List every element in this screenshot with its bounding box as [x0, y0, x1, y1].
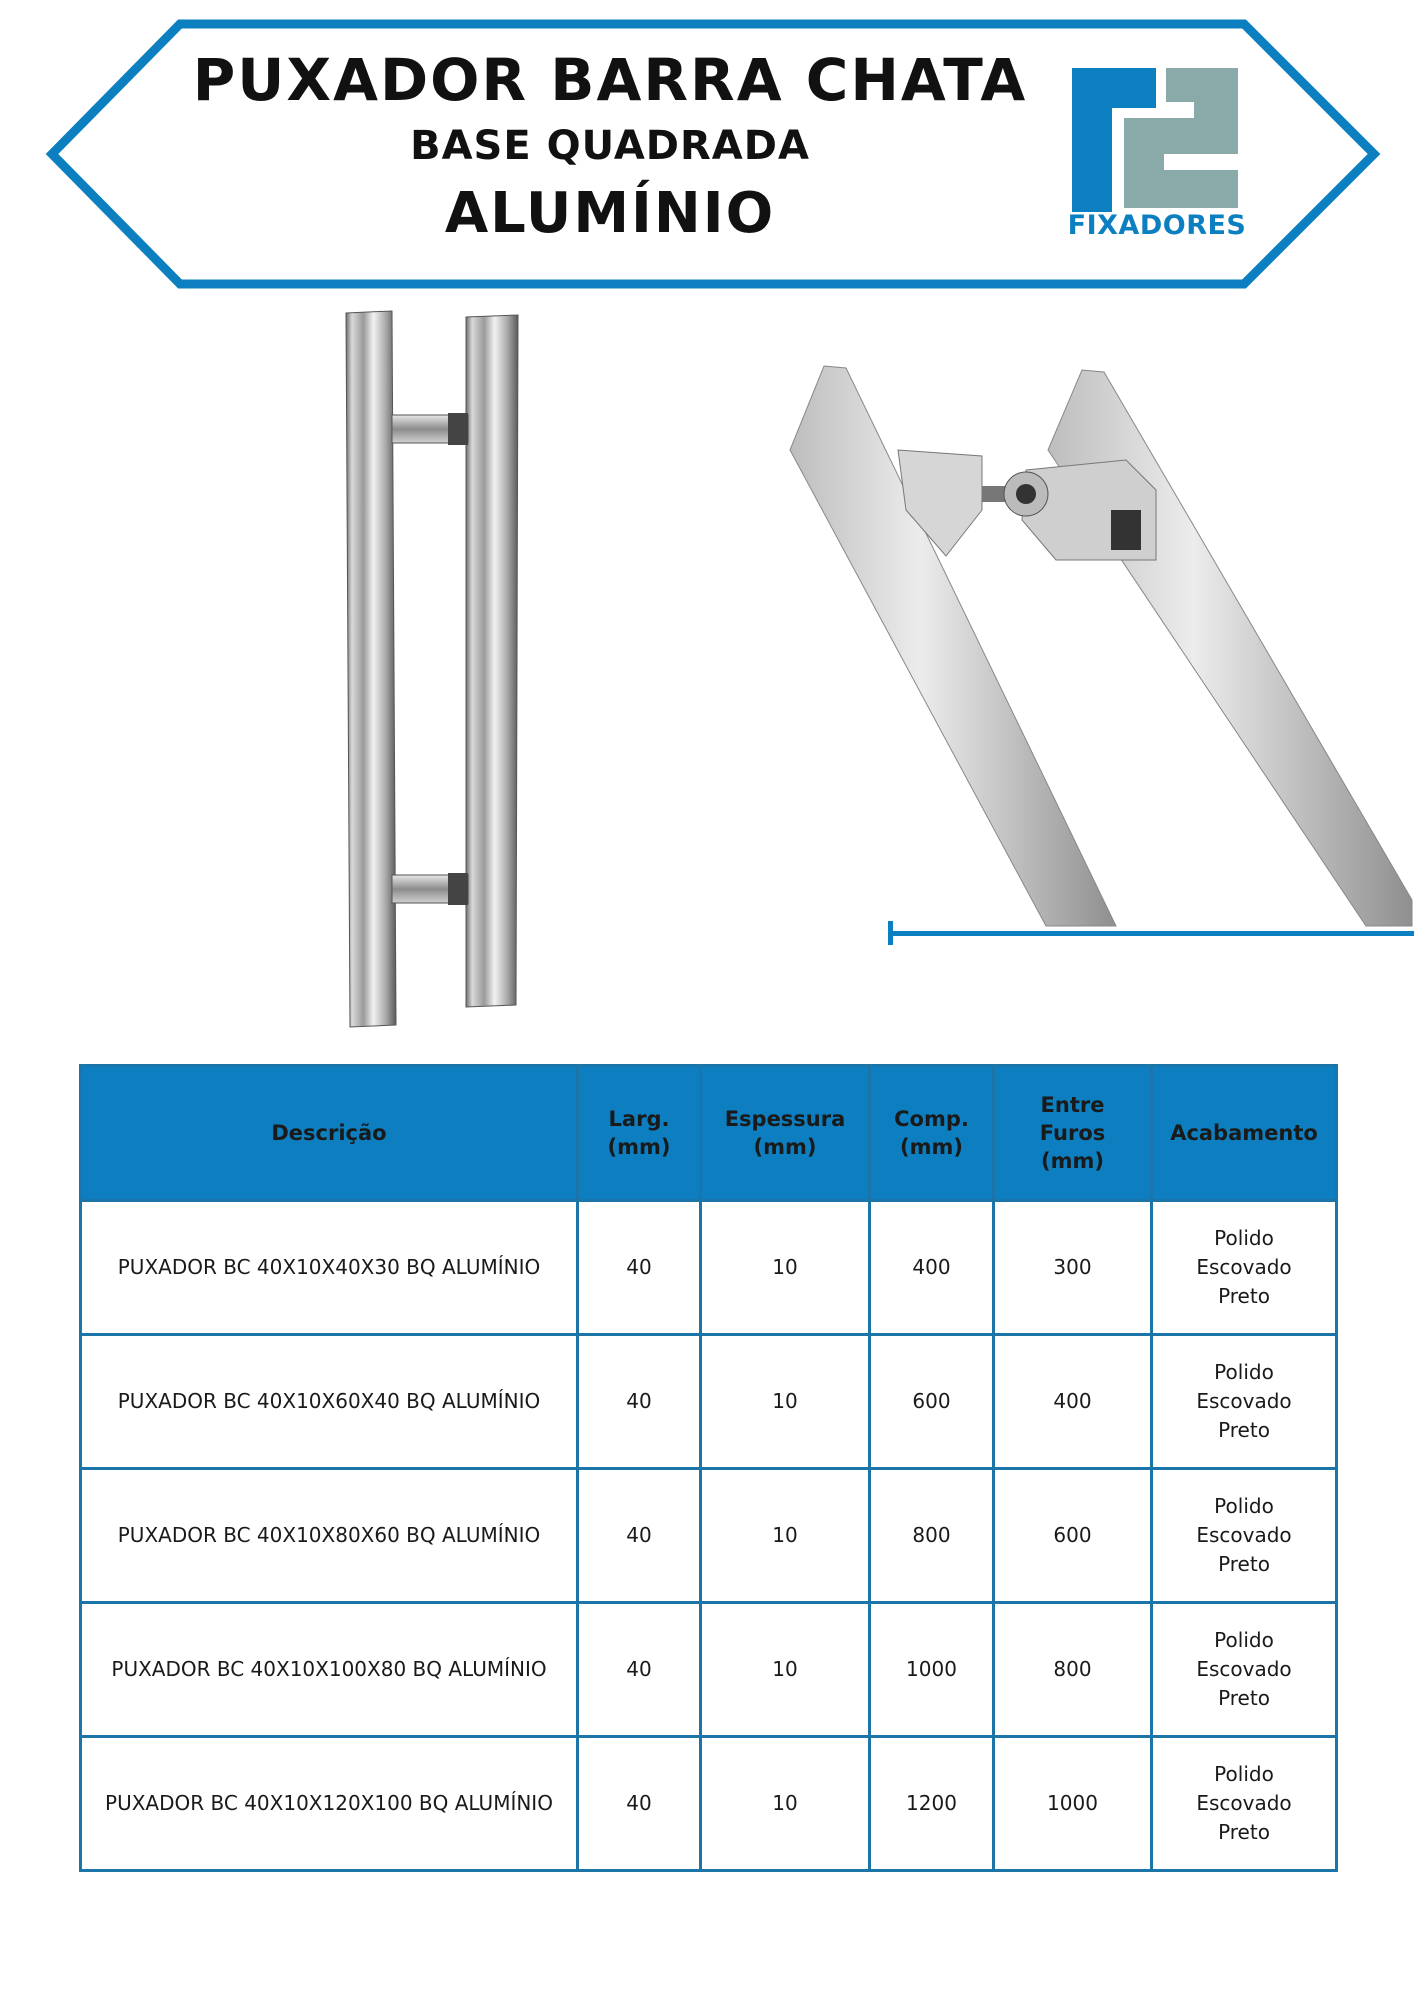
cell-acabamento: Polido Escovado Preto	[1152, 1603, 1337, 1737]
cell-espessura: 10	[701, 1603, 870, 1737]
cell-largura: 40	[578, 1737, 701, 1871]
column-header-espessura: Espessura (mm)	[701, 1066, 870, 1201]
cell-descricao: PUXADOR BC 40X10X100X80 BQ ALUMÍNIO	[81, 1603, 578, 1737]
table-row	[81, 1201, 1337, 1335]
table-row	[81, 1469, 1337, 1603]
column-header-acabamento: Acabamento	[1152, 1066, 1337, 1201]
cell-descricao: PUXADOR BC 40X10X120X100 BQ ALUMÍNIO	[81, 1737, 578, 1871]
product-angled-view-image	[786, 360, 1414, 960]
cell-largura: 40	[578, 1603, 701, 1737]
page-subtitle: BASE QUADRADA	[410, 123, 810, 169]
column-header-largura: Larg. (mm)	[578, 1066, 701, 1201]
cell-descricao: PUXADOR BC 40X10X60X40 BQ ALUMÍNIO	[81, 1335, 578, 1469]
title-block	[170, 44, 1050, 250]
cell-largura: 40	[578, 1335, 701, 1469]
cell-entre-furos: 300	[994, 1201, 1152, 1335]
cell-largura: 40	[578, 1469, 701, 1603]
cell-entre-furos: 400	[994, 1335, 1152, 1469]
cell-espessura: 10	[701, 1469, 870, 1603]
cell-descricao: PUXADOR BC 40X10X40X30 BQ ALUMÍNIO	[81, 1201, 578, 1335]
page-title: PUXADOR BARRA CHATA	[192, 46, 1028, 114]
material-title: ALUMÍNIO	[444, 181, 776, 246]
decorative-rule	[882, 918, 1414, 948]
table-row	[81, 1603, 1337, 1737]
cell-acabamento: Polido Escovado Preto	[1152, 1469, 1337, 1603]
cell-comprimento: 400	[870, 1201, 994, 1335]
spec-table	[79, 1064, 1338, 1872]
column-header-comprimento: Comp. (mm)	[870, 1066, 994, 1201]
cell-entre-furos: 1000	[994, 1737, 1152, 1871]
table-header-row	[81, 1066, 1337, 1201]
cell-espessura: 10	[701, 1201, 870, 1335]
cell-largura: 40	[578, 1201, 701, 1335]
product-front-view-image	[330, 305, 530, 1035]
brand-logo-text: FIXADORES	[1067, 210, 1247, 241]
column-header-entre-furos: Entre Furos (mm)	[994, 1066, 1152, 1201]
table-row	[81, 1335, 1337, 1469]
cell-comprimento: 1000	[870, 1603, 994, 1737]
cell-espessura: 10	[701, 1737, 870, 1871]
cell-entre-furos: 600	[994, 1469, 1152, 1603]
cell-acabamento: Polido Escovado Preto	[1152, 1201, 1337, 1335]
cell-acabamento: Polido Escovado Preto	[1152, 1335, 1337, 1469]
cell-entre-furos: 800	[994, 1603, 1152, 1737]
cell-acabamento: Polido Escovado Preto	[1152, 1737, 1337, 1871]
cell-comprimento: 1200	[870, 1737, 994, 1871]
column-header-descricao: Descrição	[81, 1066, 578, 1201]
cell-comprimento: 800	[870, 1469, 994, 1603]
table-row	[81, 1737, 1337, 1871]
cell-espessura: 10	[701, 1335, 870, 1469]
cell-comprimento: 600	[870, 1335, 994, 1469]
cell-descricao: PUXADOR BC 40X10X80X60 BQ ALUMÍNIO	[81, 1469, 578, 1603]
